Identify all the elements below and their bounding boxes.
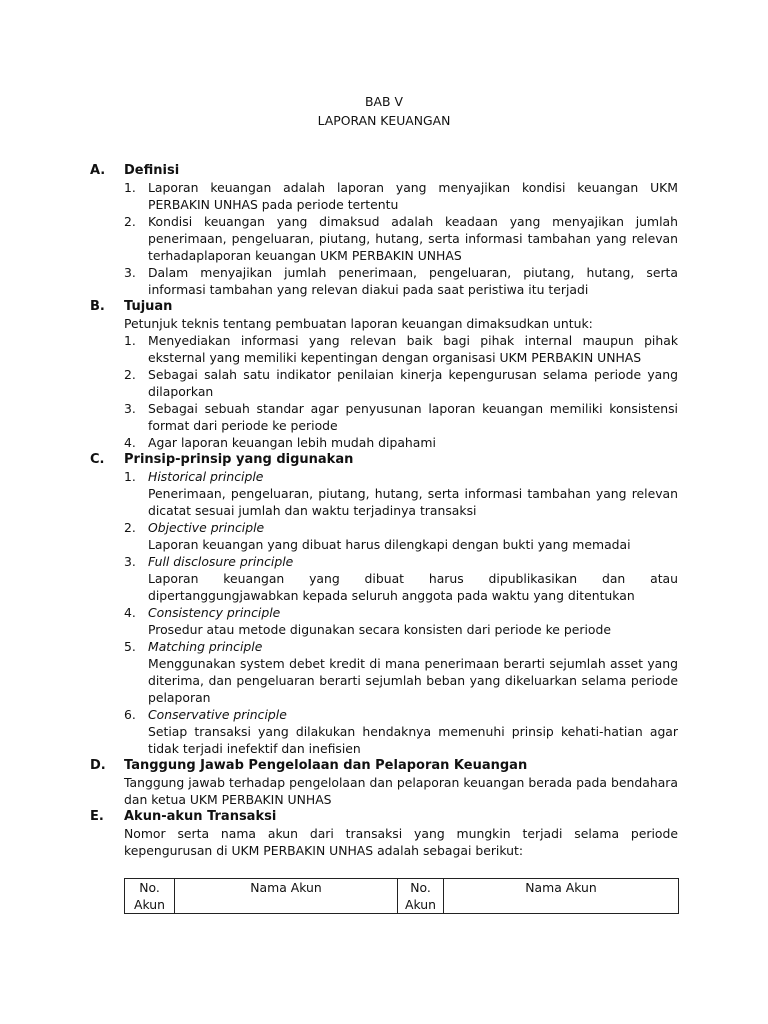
item-text: Kondisi keuangan yang dimaksud adalah keadaan yang menyajikan jumlah penerimaan, pengeluaran, piutang, hutang, serta informasi tambahan yang relevan terhadaplaporan keuangan UKM PERBAKIN UNHAS — [148, 214, 678, 263]
section-heading — [90, 757, 678, 774]
section-tanggung-jawab — [90, 757, 678, 808]
section-letter: D. — [90, 758, 106, 773]
section-heading — [90, 298, 678, 315]
list-item — [124, 264, 678, 298]
principle-name: Consistency principle — [148, 605, 281, 620]
document-title — [0, 92, 768, 130]
chapter-label: BAB V — [365, 94, 403, 109]
section-akun-transaksi — [90, 808, 678, 914]
section-intro: Petunjuk teknis tentang pembuatan laporan keuangan dimaksudkan untuk: — [124, 316, 593, 331]
item-text: Sebagai sebuah standar agar penyusunan laporan keuangan memiliki konsistensi format dari periode ke periode — [148, 401, 678, 433]
table-header-row — [125, 879, 679, 914]
principle-item — [124, 519, 678, 553]
section-prinsip — [90, 451, 678, 757]
item-number: 4. — [124, 435, 136, 450]
section-heading — [90, 451, 678, 468]
section-heading — [90, 808, 678, 825]
section-letter: C. — [90, 452, 105, 467]
section-letter: A. — [90, 163, 106, 178]
table-header-cell: Nama Akun — [175, 879, 398, 914]
principle-description: Menggunakan system debet kredit di mana penerimaan berarti sejumlah asset yang diterima, dan pengeluaran berarti sejumlah beban yang dikeluarkan selama periode pelaporan — [148, 656, 678, 705]
item-number: 1. — [124, 469, 136, 484]
item-number: 5. — [124, 639, 136, 654]
principle-item — [124, 706, 678, 757]
chapter-title: LAPORAN KEUANGAN — [317, 113, 451, 128]
list-item — [124, 400, 678, 434]
numbered-list — [124, 332, 678, 451]
list-item — [124, 213, 678, 264]
item-number: 2. — [124, 214, 136, 229]
principle-description: Prosedur atau metode digunakan secara konsisten dari periode ke periode — [148, 622, 611, 637]
principle-name: Full disclosure principle — [148, 554, 294, 569]
section-title: Akun-akun Transaksi — [124, 809, 277, 824]
item-text: Dalam menyajikan jumlah penerimaan, pengeluaran, piutang, hutang, serta informasi tambahan yang relevan diakui pada saat peristiwa itu terjadi — [148, 265, 678, 297]
item-number: 6. — [124, 707, 136, 722]
item-text: Agar laporan keuangan lebih mudah dipahami — [148, 435, 436, 450]
item-number: 3. — [124, 401, 136, 416]
section-intro: Nomor serta nama akun dari transaksi yang mungkin terjadi selama periode kepengurusan di UKM PERBAKIN UNHAS adalah sebagai berikut: — [124, 826, 678, 858]
table-header-cell: No. Akun — [125, 879, 175, 914]
principle-description: Laporan keuangan yang dibuat harus dipublikasikan dan atau dipertanggungjawabkan kepada seluruh anggota pada waktu yang ditentukan — [148, 571, 678, 603]
principle-name: Historical principle — [148, 469, 264, 484]
section-title: Tanggung Jawab Pengelolaan dan Pelaporan Keuangan — [124, 758, 528, 773]
principle-list — [124, 468, 678, 757]
item-number: 4. — [124, 605, 136, 620]
section-letter: B. — [90, 299, 105, 314]
item-number: 2. — [124, 367, 136, 382]
item-number: 2. — [124, 520, 136, 535]
principle-item — [124, 553, 678, 604]
item-number: 1. — [124, 333, 136, 348]
item-number: 3. — [124, 265, 136, 280]
numbered-list — [124, 179, 678, 298]
section-definisi — [90, 162, 678, 298]
principle-item — [124, 604, 678, 638]
section-title: Tujuan — [124, 299, 173, 314]
principle-name: Conservative principle — [148, 707, 287, 722]
section-letter: E. — [90, 809, 104, 824]
account-table — [124, 878, 679, 914]
principle-name: Matching principle — [148, 639, 263, 654]
principle-description: Setiap transaksi yang dilakukan hendaknya memenuhi prinsip kehati-hatian agar tidak terjadi inefektif dan inefisien — [148, 724, 678, 756]
principle-description: Penerimaan, pengeluaran, piutang, hutang, serta informasi tambahan yang relevan dicatat sesuai jumlah dan waktu terjadinya transaksi — [148, 486, 678, 518]
document-body — [90, 162, 678, 914]
section-heading — [90, 162, 678, 179]
list-item — [124, 366, 678, 400]
principle-description: Laporan keuangan yang dibuat harus dilengkapi dengan bukti yang memadai — [148, 537, 631, 552]
item-text: Laporan keuangan adalah laporan yang menyajikan kondisi keuangan UKM PERBAKIN UNHAS pada periode tertentu — [148, 180, 678, 212]
item-text: Sebagai salah satu indikator penilaian kinerja kepengurusan selama periode yang dilaporkan — [148, 367, 678, 399]
principle-item — [124, 638, 678, 706]
table-header-cell: No. Akun — [398, 879, 444, 914]
item-number: 1. — [124, 180, 136, 195]
section-intro: Tanggung jawab terhadap pengelolaan dan pelaporan keuangan berada pada bendahara dan ketua UKM PERBAKIN UNHAS — [124, 775, 678, 807]
principle-name: Objective principle — [148, 520, 265, 535]
principle-item — [124, 468, 678, 519]
section-title: Definisi — [124, 163, 180, 178]
item-number: 3. — [124, 554, 136, 569]
section-title: Prinsip-prinsip yang digunakan — [124, 452, 354, 467]
list-item — [124, 332, 678, 366]
section-tujuan — [90, 298, 678, 451]
table-header-cell: Nama Akun — [444, 879, 679, 914]
item-text: Menyediakan informasi yang relevan baik bagi pihak internal maupun pihak eksternal yang memiliki kepentingan dengan organisasi UKM PERBAKIN UNHAS — [148, 333, 678, 365]
list-item — [124, 179, 678, 213]
list-item — [124, 434, 678, 451]
